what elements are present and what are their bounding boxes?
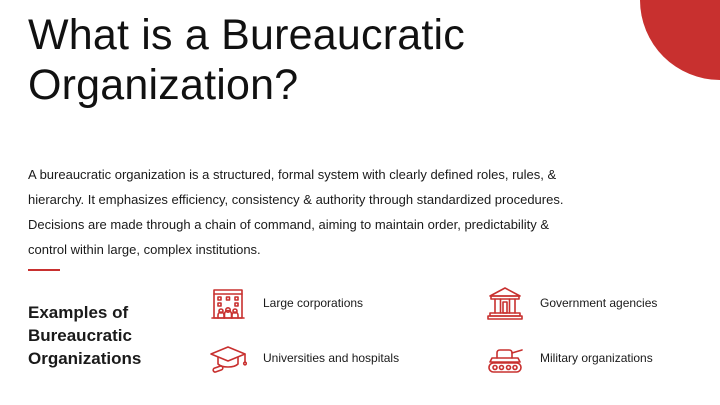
- page-title: [28, 10, 588, 110]
- accent-divider: [28, 269, 60, 271]
- example-item-large-corporations: [209, 284, 363, 322]
- examples-heading-line-2: Bureaucratic: [28, 326, 132, 345]
- example-item-military-organizations: [486, 339, 653, 377]
- page-title-line-2: Organization?: [28, 61, 299, 109]
- government-building-icon: [486, 284, 524, 322]
- example-label: Military organizations: [540, 351, 653, 365]
- page-title-line-1: What is a Bureaucratic: [28, 11, 465, 59]
- description-line-1: A bureaucratic organization is a structured, formal system with clearly defined roles, rules, &: [28, 167, 557, 182]
- example-label: Government agencies: [540, 296, 658, 310]
- examples-heading-line-1: Examples of: [28, 303, 129, 322]
- example-item-government-agencies: [486, 284, 657, 322]
- corporation-building-icon: [209, 284, 247, 322]
- description-line-4: control within large, complex institutions.: [28, 242, 261, 257]
- example-item-universities-hospitals: [209, 339, 399, 377]
- examples-heading: [28, 301, 188, 370]
- description-paragraph: [28, 162, 628, 262]
- description-line-3: Decisions are made through a chain of command, aiming to maintain order, predictability &: [28, 217, 549, 232]
- example-label: Large corporations: [263, 296, 364, 310]
- decorative-corner-circle: [640, 0, 720, 80]
- graduation-cap-icon: [209, 339, 247, 377]
- description-line-2: hierarchy. It emphasizes efficiency, consistency & authority through standardized procedures.: [28, 192, 564, 207]
- examples-heading-line-3: Organizations: [28, 349, 142, 368]
- tank-icon: [486, 339, 524, 377]
- example-label: Universities and hospitals: [263, 351, 400, 365]
